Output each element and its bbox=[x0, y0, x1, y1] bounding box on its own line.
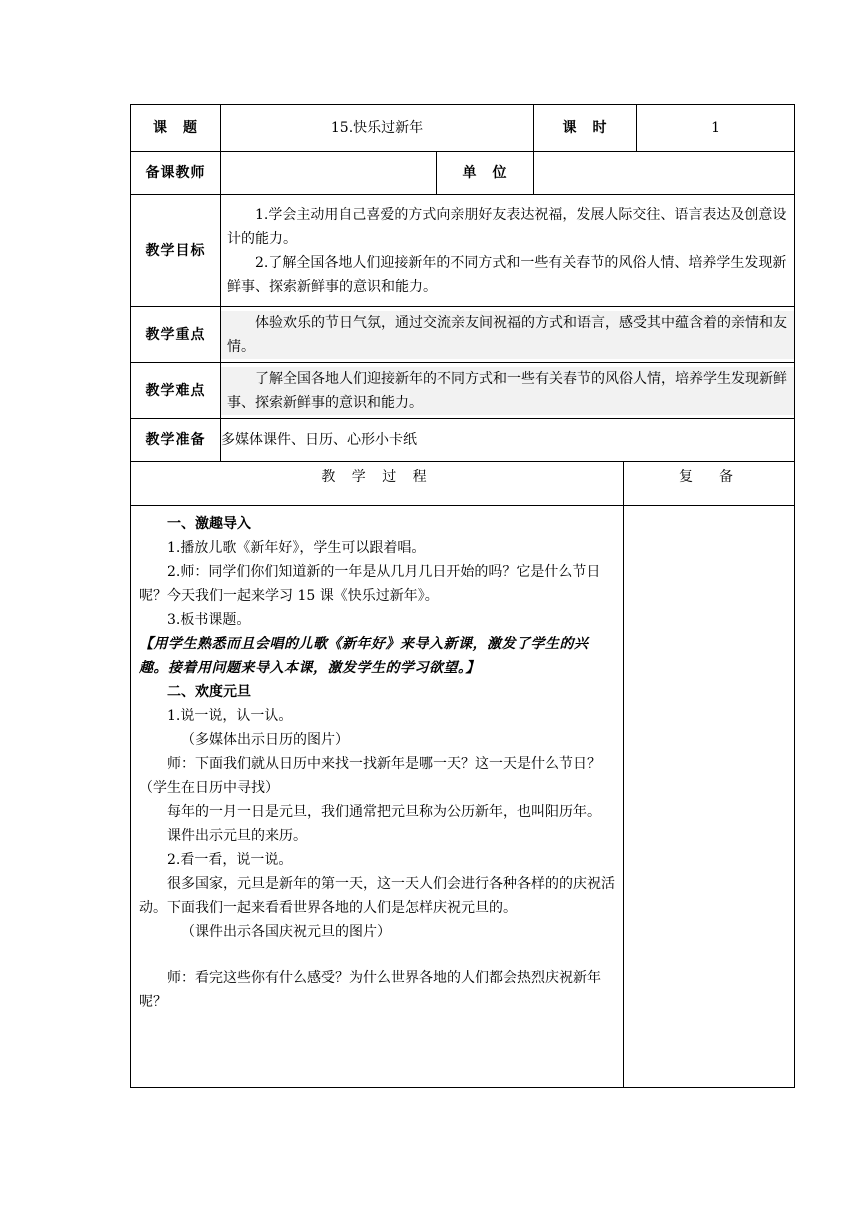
spacer bbox=[139, 944, 617, 966]
teacher-row bbox=[131, 152, 795, 195]
design-note: 【用学生熟悉而且会唱的儿歌《新年好》来导入新课，激发了学生的兴趣。接着用问题来导入本课，激发学生的学习欲望。】 bbox=[139, 636, 589, 676]
paragraph: 每年的一月一日是元旦，我们通常把元旦称为公历新年，也叫阳历年。 bbox=[167, 804, 601, 820]
paragraph: （课件出示各国庆祝元旦的图片） bbox=[181, 924, 391, 940]
preparation-label: 教学准备 bbox=[131, 419, 221, 462]
process-body-row bbox=[131, 506, 795, 1088]
lesson-plan-table bbox=[130, 104, 795, 1088]
paragraph: （多媒体出示日历的图片） bbox=[181, 732, 349, 748]
review-body bbox=[624, 506, 795, 1088]
objectives-content bbox=[221, 195, 795, 307]
paragraph: 课件出示元旦的来历。 bbox=[167, 828, 307, 844]
difficulties-text: 了解全国各地人们迎接新年的不同方式和一些有关春节的风俗人情，培养学生发现新鲜事、探索新鲜事的意识和能力。 bbox=[221, 367, 794, 415]
process-header: 教 学 过 程 bbox=[131, 462, 624, 506]
unit-value bbox=[534, 152, 795, 195]
paragraph: 2.师：同学们你们知道新的一年是从几月几日开始的吗？它是什么节日呢？今天我们一起来学习 15 课《快乐过新年》。 bbox=[139, 564, 601, 604]
key-points-cell bbox=[221, 307, 795, 363]
section-title: 二、欢度元旦 bbox=[167, 684, 251, 700]
topic-label: 课 题 bbox=[131, 105, 221, 152]
teacher-value bbox=[221, 152, 437, 195]
objective-item: 2.了解全国各地人们迎接新年的不同方式和一些有关春节的风俗人情、培养学生发现新鲜事、探索新鲜事的意识和能力。 bbox=[227, 254, 787, 295]
paragraph: 1.播放儿歌《新年好》，学生可以跟着唱。 bbox=[167, 540, 426, 556]
paragraph: 很多国家，元旦是新年的第一天，这一天人们会进行各种各样的的庆祝活动。下面我们一起来看看世界各地的人们是怎样庆祝元旦的。 bbox=[139, 876, 615, 916]
key-points-text: 体验欢乐的节日气氛，通过交流亲友间祝福的方式和语言，感受其中蕴含着的亲情和友情。 bbox=[221, 311, 794, 359]
teacher-label: 备课教师 bbox=[131, 152, 221, 195]
paragraph: 2.看一看，说一说。 bbox=[167, 852, 293, 868]
section-title: 一、激趣导入 bbox=[167, 516, 251, 532]
difficulties-row bbox=[131, 363, 795, 419]
preparation-row bbox=[131, 419, 795, 462]
paragraph: 3.板书课题。 bbox=[167, 612, 251, 628]
objective-item: 1.学会主动用自己喜爱的方式向亲朋好友表达祝福，发展人际交往、语言表达及创意设计的能力。 bbox=[227, 206, 787, 247]
paragraph: 1.说一说，认一认。 bbox=[167, 708, 293, 724]
period-value: 1 bbox=[637, 105, 795, 152]
key-points-row bbox=[131, 307, 795, 363]
topic-row bbox=[131, 105, 795, 152]
process-header-row bbox=[131, 462, 795, 506]
period-label: 课 时 bbox=[534, 105, 637, 152]
unit-label: 单 位 bbox=[437, 152, 534, 195]
difficulties-label: 教学难点 bbox=[131, 363, 221, 419]
paragraph: 师：看完这些你有什么感受？为什么世界各地的人们都会热烈庆祝新年呢？ bbox=[139, 970, 601, 1010]
review-header: 复 备 bbox=[624, 462, 795, 506]
difficulties-cell bbox=[221, 363, 795, 419]
objectives-label: 教学目标 bbox=[131, 195, 221, 307]
objectives-row bbox=[131, 195, 795, 307]
preparation-text: 多媒体课件、日历、心形小卡纸 bbox=[221, 419, 795, 462]
process-body bbox=[131, 506, 624, 1088]
paragraph: 师：下面我们就从日历中来找一找新年是哪一天？这一天是什么节日？（学生在日历中寻找） bbox=[139, 756, 601, 796]
key-points-label: 教学重点 bbox=[131, 307, 221, 363]
topic-value: 15.快乐过新年 bbox=[221, 105, 534, 152]
